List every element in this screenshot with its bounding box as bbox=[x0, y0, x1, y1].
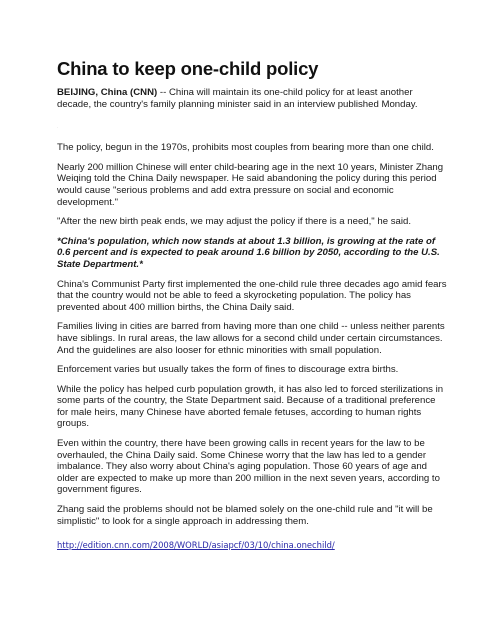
paragraph-2: Nearly 200 million Chinese will enter child-bearing age in the next 10 years, Minister Zhang Weiqing told the China Daily newspaper. He said abandoning the policy during this period would cause "serious problems and add extra pressure on social and economic development." bbox=[57, 161, 444, 208]
paragraph-7: While the policy has helped curb population growth, it has also led to forced sterilizations in some parts of the country, the State Department said. Because of a traditional preference for male heirs, many Chinese have aborted female fetuses, according to human rights groups. bbox=[57, 383, 444, 430]
source-link[interactable]: http://edition.cnn.com/2008/WORLD/asiapcf/03/10/china.onechild/ bbox=[57, 540, 335, 551]
spacer-mark: . bbox=[57, 124, 59, 130]
lead-text: -- China will maintain its one-child policy for at least another decade, the country's family planning minister said in an interview published Monday. bbox=[57, 87, 418, 110]
paragraph-5: Families living in cities are barred from having more than one child -- unless neither parents have siblings. In rural areas, the law allows for a second child under certain circumstances. And the guidelines are also looser for ethnic minorities with small population. bbox=[57, 321, 445, 356]
emphasized-paragraph: *China's population, which now stands at about 1.3 billion, is growing at the rate of 0.6 percent and is expected to peak around 1.6 billion by 2050, according to the U.S. State Department.* bbox=[57, 235, 440, 270]
lead-paragraph bbox=[57, 87, 449, 110]
paragraph-4: China's Communist Party first implemented the one-child rule three decades ago amid fears that the country would not be able to feed a skyrocketing population. The policy has prevented about 400 million births, the China Daily said. bbox=[57, 278, 447, 313]
paragraph-3: "After the new birth peak ends, we may adjust the policy if there is a need," he said. bbox=[57, 216, 411, 228]
paragraph-9: Zhang said the problems should not be blamed solely on the one-child rule and "it will be simplistic" to look for a single approach in addressing them. bbox=[57, 504, 433, 527]
document-page bbox=[57, 58, 449, 553]
article-title: China to keep one-child policy bbox=[57, 58, 319, 79]
dateline: BEIJING, China (CNN) bbox=[57, 87, 158, 98]
paragraph-1: The policy, begun in the 1970s, prohibits most couples from bearing more than one child. bbox=[57, 142, 434, 154]
paragraph-8: Even within the country, there have been growing calls in recent years for the law to be overhauled, the China Daily said. Some Chinese worry that the law has led to a gender imbalance. They also worry about China's aging population. Those 60 years of age and older are expected to make up more than 200 million in the next seven years, according to government figures. bbox=[57, 438, 440, 496]
paragraph-6: Enforcement varies but usually takes the form of fines to discourage extra births. bbox=[57, 364, 399, 376]
